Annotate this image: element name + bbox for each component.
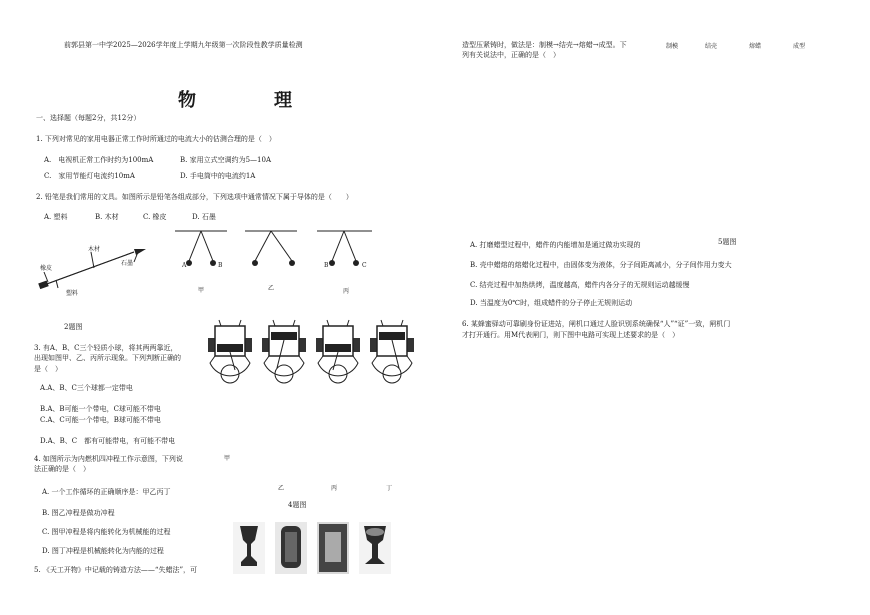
ball-caption-jia: 甲	[198, 287, 205, 294]
exam-header: 前郭县第一中学2025—2026学年度上学期九年级第一次阶段性教学质量检测	[64, 41, 303, 49]
page-title: 物 理	[178, 90, 322, 111]
pencil-label-wood: 木材	[88, 246, 101, 253]
question-2-stem: 2. 铅笔是我们常用的文具。如图所示是铅笔各组成部分，下列选项中通常情况下属于导体的是（ ）	[36, 193, 353, 201]
question-3-option-b: B.A、B可能一个带电，C球可能不带电	[40, 405, 161, 413]
engine-label-jia: 甲	[224, 455, 231, 462]
question-3-stem-line2: 出现如图甲、乙、丙所示现象。下列判断正确的	[34, 354, 181, 362]
question-5-option-c: C. 结壳过程中加热烘烤，温度越高，蜡件内各分子的无规则运动越缓慢	[470, 281, 690, 289]
ball-label-c: C	[362, 262, 367, 269]
question-5-stem-right-line2: 列有关说法中，正确的是（ ）	[462, 51, 560, 59]
engine-label-ding: 丁	[386, 485, 393, 492]
question-5-option-a: A. 打磨蜡型过程中，蜡件的内能增加是通过做功实现的	[470, 241, 641, 249]
question-3-option-a: A.A、B、C三个球都一定带电	[40, 384, 133, 392]
question-5-figure-caption: 5题图	[718, 238, 737, 246]
question-2-option-b: B. 木材	[95, 213, 119, 221]
question-4-stem-line2: 法正确的是（ ）	[34, 465, 90, 473]
question-4-figure-caption: 4题图	[288, 501, 307, 509]
question-6-stem-line2: 才打开通行。用M代表闸门，则下图中电路可实现上述要求的是（ ）	[462, 331, 680, 339]
question-3-stem-line3: 是（ ）	[34, 365, 62, 373]
charged-balls-figure	[172, 228, 377, 278]
ball-caption-yi: 乙	[268, 285, 275, 292]
casting-photos-figure	[233, 522, 411, 574]
section-heading: 一、选择题（每题2分，共12分）	[36, 114, 141, 122]
question-2-option-c: C. 橡皮	[143, 213, 167, 221]
process-label-mold: 制模	[666, 43, 679, 50]
question-1-stem: 1. 下列对常见的家用电器正常工作时所通过的电流大小的估测合理的是（ ）	[36, 135, 276, 143]
engine-label-bing: 丙	[331, 485, 338, 492]
question-5-option-b: B. 壳中蜡熔的熔蜡化过程中，由固体变为液体，分子间距离减小，分子间作用力变大	[470, 261, 732, 269]
pencil-figure	[36, 240, 166, 295]
question-1-option-c: C. 家用节能灯电流约10mA	[44, 172, 135, 180]
question-2-option-d: D. 石墨	[192, 213, 216, 221]
question-3-option-c: C.A、C可能一个带电，B球可能不带电	[40, 416, 161, 424]
question-5-stem-right-line1: 造型压紧铸时，做法是：制模→结壳→熔蜡→成型。下	[462, 41, 627, 49]
ball-label-a: A	[182, 262, 187, 269]
question-4-option-c: C. 图甲冲程是将内能转化为机械能的过程	[42, 528, 171, 536]
process-label-form: 成型	[793, 43, 806, 50]
question-6-stem-line1: 6. 某蜂蜜驿动可靠刷身份证进站，闸机口通过人脸识别系统确保“人”“证”一致，闸机门	[462, 320, 731, 328]
question-2-figure-caption: 2题图	[64, 323, 83, 331]
ball-label-b2: B	[324, 262, 329, 269]
question-3-option-d: D.A、B、C 都有可能带电，有可能不带电	[40, 437, 176, 445]
question-4-option-b: B. 图乙冲程是做功冲程	[42, 509, 115, 517]
question-1-option-a: A. 电视机正常工作时约为100mA	[44, 156, 154, 164]
question-1-option-d: D. 手电筒中的电流约1A	[180, 172, 256, 180]
pencil-label-graphite: 石墨	[121, 260, 134, 267]
question-4-stem-line1: 4. 如图所示为内燃机四冲程工作示意图，下列说	[34, 455, 183, 463]
engine-label-yi: 乙	[278, 485, 285, 492]
question-5-option-d: D. 当温度为0℃时，组成蜡件的分子停止无规则运动	[470, 299, 633, 307]
process-label-melt: 熔蜡	[749, 43, 762, 50]
question-4-option-d: D. 图丁冲程是机械能转化为内能的过程	[42, 547, 164, 555]
question-1-option-b: B. 家用立式空调约为5—10A	[180, 156, 272, 164]
pencil-label-plastic: 塑料	[66, 290, 79, 297]
ball-caption-bing: 丙	[343, 288, 350, 295]
question-2-option-a: A. 塑料	[44, 213, 68, 221]
pencil-label-eraser: 橡皮	[40, 265, 53, 272]
process-label-shell: 结壳	[705, 43, 718, 50]
question-5-stem-left: 5. 《天工开物》中记载的铸造方法——“失蜡法”，可	[34, 566, 198, 574]
engine-strokes-figure	[205, 318, 425, 398]
question-3-stem-line1: 3. 有A、B、C三个轻质小球，将其两两靠近，	[34, 344, 178, 352]
question-4-option-a: A. 一个工作循环的正确顺序是：甲乙丙丁	[42, 488, 171, 496]
ball-label-b: B	[218, 262, 223, 269]
